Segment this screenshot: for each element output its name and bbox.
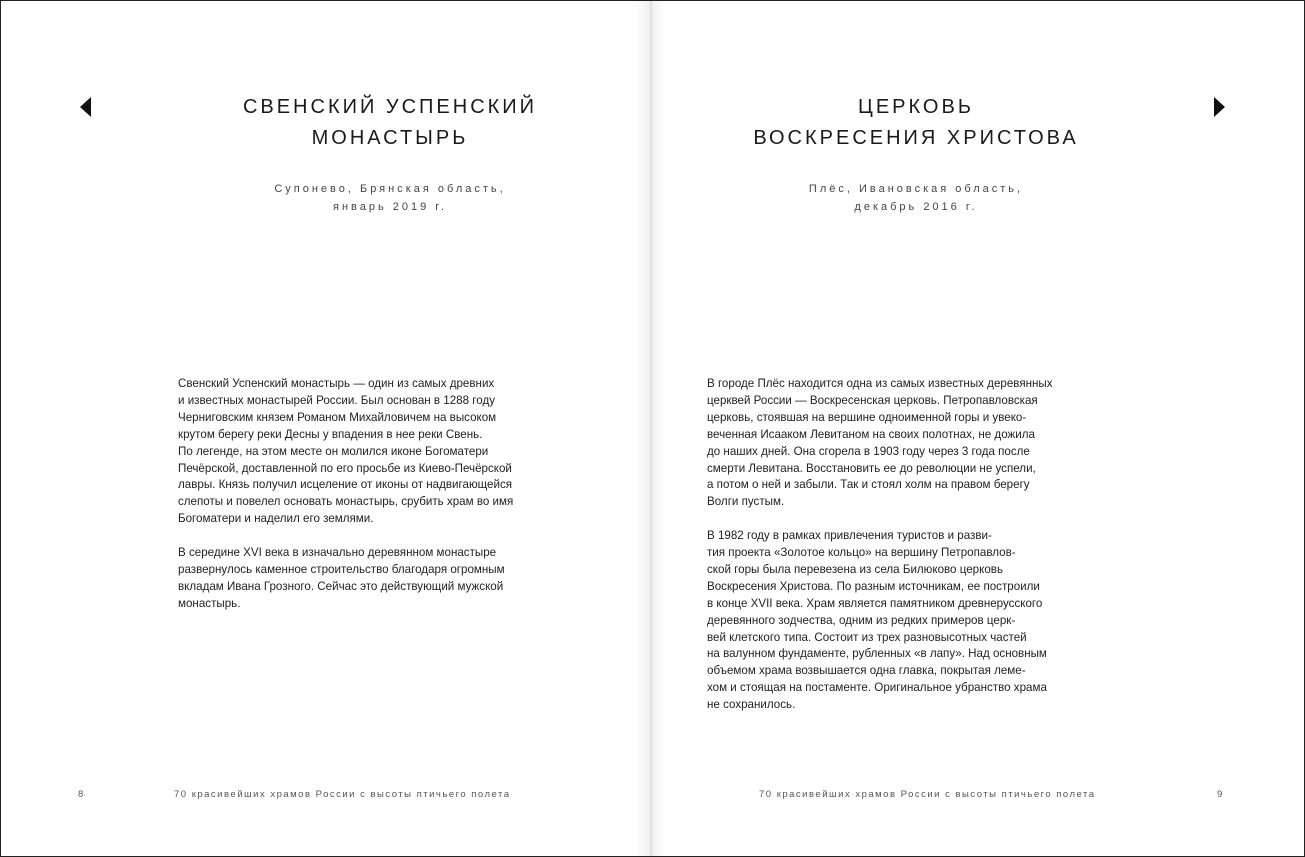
text-line: крутом берегу реки Десны у впадения в нее реки Свень. xyxy=(178,427,483,441)
page-number: 9 xyxy=(1217,789,1224,800)
date: декабрь 2016 г. xyxy=(854,201,978,213)
right-page xyxy=(652,0,1304,857)
text-line: Печёрской, доставленной по его просьбе из Киево-Печёрской xyxy=(178,461,512,475)
text-line: в конце XVII века. Храм является памятником древнерусского xyxy=(707,596,1043,610)
text-line: не сохранилось. xyxy=(707,698,796,712)
text-line: вкладам Ивана Грозного. Сейчас это действующий мужской xyxy=(178,579,504,593)
text-line: церквей России — Воскресенская церковь. Петропавловская xyxy=(707,393,1038,407)
location: Супонево, Брянская область, xyxy=(274,183,506,195)
text-line: В 1982 году в рамках привлечения туристов и разви- xyxy=(707,529,992,543)
text-line: лавры. Князь получил исцеление от иконы от надвигающейся xyxy=(178,478,513,492)
text-line: По легенде, на этом месте он молился иконе Богоматери xyxy=(178,444,489,458)
text-line: а потом о ней и забыли. Так и стоял холм на правом берегу xyxy=(707,478,1030,492)
text-line: развернулось каменное строительство благодаря огромным xyxy=(178,562,505,576)
title-line: СВЕНСКИЙ УСПЕНСКИЙ xyxy=(242,96,538,118)
page-number: 8 xyxy=(78,789,85,800)
text-line: Богоматери и наделил его землями. xyxy=(178,512,374,526)
text-line: В городе Плёс находится одна из самых известных деревянных xyxy=(707,377,1053,390)
title-line: ВОСКРЕСЕНИЯ ХРИСТОВА xyxy=(753,127,1079,149)
paragraph-gap xyxy=(178,528,513,545)
running-footer: 70 красивейших храмов России с высоты птичьего полета xyxy=(174,789,511,800)
title-line: МОНАСТЫРЬ xyxy=(311,127,469,149)
location-date xyxy=(666,180,1166,216)
text-line: вей клетского типа. Состоит из трех разновысотных частей xyxy=(707,630,1027,644)
body-text xyxy=(707,376,1053,714)
location: Плёс, Ивановская область, xyxy=(808,183,1024,195)
text-line: слепоты и повелел основать монастырь, срубить храм во имя xyxy=(178,495,514,509)
text-line: и известных монастырей России. Был основан в 1288 году xyxy=(178,393,496,407)
date: январь 2019 г. xyxy=(332,201,448,213)
text-line: Черниговским князем Романом Михайловичем на высоком xyxy=(178,410,497,424)
left-page xyxy=(0,0,650,857)
text-line: объемом храма возвышается одна главка, покрытая леме- xyxy=(707,664,1026,678)
text-line: смерти Левитана. Восстановить ее до революции не успели, xyxy=(707,461,1036,475)
text-line: монастырь. xyxy=(178,596,241,610)
text-line: церковь, стоявшая на вершине одноименной горы и увеко- xyxy=(707,410,1027,424)
location-date xyxy=(140,180,640,216)
text-line: Свенский Успенский монастырь — один из самых древних xyxy=(178,377,495,390)
page-title xyxy=(666,92,1166,154)
paragraph-gap xyxy=(707,511,1053,528)
text-line: Волги пустым. xyxy=(707,495,785,509)
text-line: Воскресения Христова. По разным источникам, ее построили xyxy=(707,579,1040,593)
text-line: деревянного зодчества, одним из редких примеров церк- xyxy=(707,613,1016,627)
running-footer: 70 красивейших храмов России с высоты птичьего полета xyxy=(759,789,1096,800)
text-line: на валунном фундаменте, рубленных «в лапу». Над основным xyxy=(707,647,1047,661)
text-line: хом и стоящая на постаменте. Оригинальное убранство храма xyxy=(707,681,1047,695)
text-line: до наших дней. Она сгорела в 1903 году через 3 года после xyxy=(707,444,1030,458)
text-line: ской горы была перевезена из села Билюково церковь xyxy=(707,562,1003,576)
title-line: ЦЕРКОВЬ xyxy=(858,96,974,118)
text-line: В середине XVI века в изначально деревянном монастыре xyxy=(178,546,497,560)
text-line: тия проекта «Золотое кольцо» на вершину Петропавлов- xyxy=(707,546,1016,560)
body-text xyxy=(178,376,513,613)
page-title xyxy=(140,92,640,154)
text-line: веченная Исааком Левитаном на своих полотнах, не дожила xyxy=(707,427,1035,441)
